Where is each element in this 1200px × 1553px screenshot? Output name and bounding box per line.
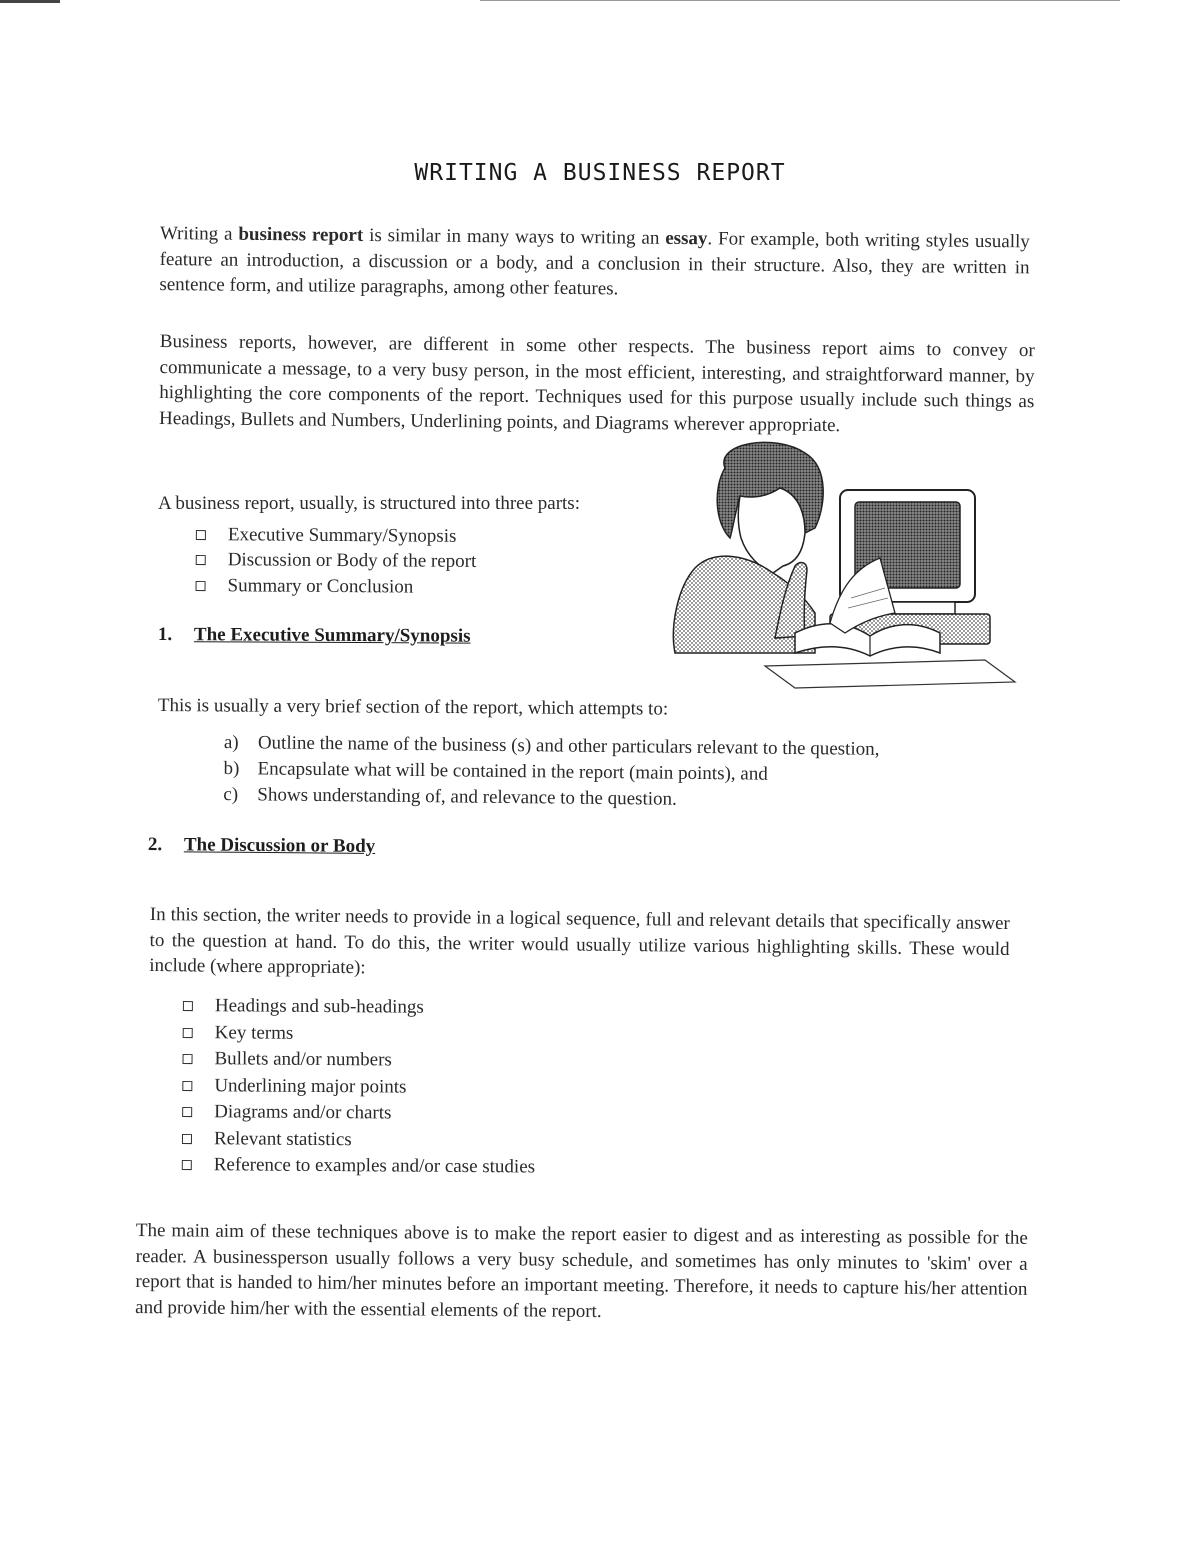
differences-paragraph: Business reports, however, are different in some other respects. The business report aims to convey or communicate a message, to a very busy person, in the most efficient, interesting, and straightforward manner, by highlighting the core components of the report. Techniques used for this purpose usually include such things as Headings, Bullets and Numbers, Underlining points, and Diagrams wherever appropriate. — [158, 330, 1035, 436]
closing-paragraph: The main aim of these techniques above is to make the report easier to digest and as interesting as possible for the reader. A businessperson usually follows a very busy schedule, and sometimes has only minutes to 'skim' over a report that is handed to him/her minutes before an important meeting. Therefore, it needs to capture his/her attention and provide him/her with the essential elements of the report. — [135, 1219, 1028, 1322]
checkbox-bullet-icon — [183, 1054, 193, 1064]
list-item: Relevant statistics — [182, 1125, 535, 1154]
checkbox-bullet-icon — [182, 1134, 192, 1144]
key-term-business-report: business report — [238, 223, 364, 246]
checkbox-bullet-icon — [196, 530, 206, 540]
section-heading-executive-summary: 1. The Executive Summary/Synopsis — [157, 624, 471, 647]
scan-edge-mark — [480, 0, 1120, 1]
list-item: Diagrams and/or charts — [182, 1099, 535, 1128]
section-heading-discussion: 2. The Discussion or Body — [147, 834, 376, 857]
list-item: Underlining major points — [182, 1072, 535, 1101]
list-item: c) Shows understanding of, and relevance to the question. — [223, 783, 677, 810]
list-item: Reference to examples and/or case studies — [182, 1152, 535, 1181]
executive-summary-list — [223, 732, 879, 817]
highlighting-skills-list — [182, 993, 537, 1181]
structure-intro: A business report, usually, is structured into three parts: — [158, 493, 580, 514]
checkbox-bullet-icon — [196, 581, 206, 591]
intro-paragraph: Writing a business report is similar in many ways to writing an essay. For example, both writing styles usually feature an introduction, a discussion or a body, and a conclusion in their structure. Also, they are written in sentence form, and utilize paragraphs, among other features. — [159, 222, 1030, 300]
list-item: Summary or Conclusion — [195, 573, 476, 600]
checkbox-bullet-icon — [183, 1001, 193, 1011]
list-item: a) Outline the name of the business (s) and other particulars relevant to the question, — [223, 732, 880, 760]
scan-edge-mark — [0, 0, 60, 3]
list-item: Discussion or Body of the report — [196, 547, 477, 574]
checkbox-bullet-icon — [183, 1028, 193, 1038]
list-item: Key terms — [183, 1019, 536, 1048]
list-item: Bullets and/or numbers — [182, 1046, 535, 1075]
discussion-intro: In this section, the writer needs to provide in a logical sequence, full and relevant details that specifically answer to the question at hand. To do this, the writer would usually utilize various highlighting skills. These would include (where appropriate): — [149, 903, 1010, 979]
checkbox-bullet-icon — [182, 1160, 192, 1170]
key-term-essay: essay — [665, 227, 708, 250]
checkbox-bullet-icon — [196, 555, 206, 565]
page-title: WRITING A BUSINESS REPORT — [414, 160, 786, 186]
list-item: Executive Summary/Synopsis — [196, 522, 477, 549]
list-item: b) Encapsulate what will be contained in the report (main points), and — [223, 757, 768, 785]
report-parts-list — [195, 522, 476, 600]
person-reading-illustration — [655, 438, 1040, 690]
list-item: Headings and sub-headings — [183, 993, 536, 1022]
checkbox-bullet-icon — [182, 1081, 192, 1091]
executive-summary-intro: This is usually a very brief section of the report, which attempts to: — [157, 694, 669, 720]
checkbox-bullet-icon — [182, 1107, 192, 1117]
